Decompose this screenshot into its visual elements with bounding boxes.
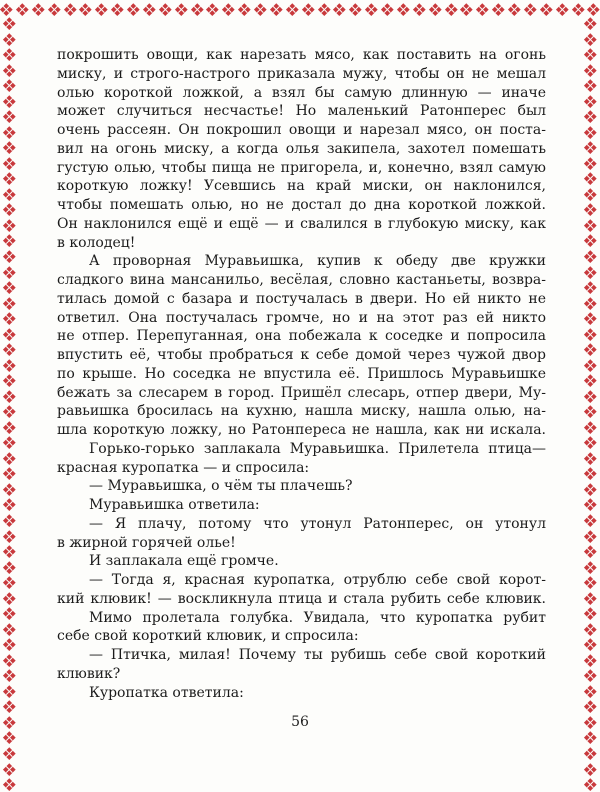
diamond-ornament-icon: [584, 483, 596, 495]
diamond-ornament-icon: [3, 390, 15, 402]
diamond-ornament-icon: [3, 763, 15, 775]
diamond-ornament-icon: [584, 561, 596, 573]
diamond-ornament-icon: [508, 3, 520, 15]
diamond-ornament-icon: [381, 3, 393, 15]
diamond-ornament-icon: [0, 3, 12, 15]
diamond-ornament-icon: [3, 374, 15, 386]
diamond-ornament-icon: [3, 48, 15, 60]
diamond-ornament-icon: [524, 3, 536, 15]
diamond-ornament-icon: [3, 110, 15, 122]
diamond-ornament-icon: [64, 3, 76, 15]
diamond-ornament-icon: [584, 33, 596, 45]
diamond-ornament-icon: [318, 3, 330, 15]
text-line: вил на огонь миску, а когда олья закипела, захотел помешать: [57, 140, 546, 157]
text-line: А проворная Муравьишка, купив к обеду две кружки: [89, 253, 546, 270]
diamond-ornament-icon: [3, 173, 15, 185]
diamond-ornament-icon: [159, 3, 171, 15]
diamond-ornament-icon: [286, 3, 298, 15]
text-line: может случиться несчастье! Но маленький Ратонперес был: [57, 103, 546, 120]
text-line: — Тогда я, красная куропатка, отрублю себе свой корот-: [89, 572, 546, 588]
text-line: — Птичка, милая! Почему ты рубишь себе свой короткий: [89, 647, 546, 663]
diamond-ornament-icon: [584, 110, 596, 122]
diamond-ornament-icon: [584, 64, 596, 76]
diamond-ornament-icon: [584, 421, 596, 433]
text-line: себе свой короткий клювик, и спросила:: [57, 628, 359, 645]
diamond-ornament-icon: [584, 747, 596, 759]
diamond-ornament-icon: [238, 3, 250, 15]
diamond-ornament-icon: [334, 3, 346, 15]
diamond-ornament-icon: [3, 592, 15, 604]
diamond-ornament-icon: [3, 778, 15, 790]
diamond-ornament-icon: [584, 188, 596, 200]
text-line: не отпер. Перепуганная, она побежала к соседке и попросила: [57, 328, 546, 345]
diamond-ornament-icon: [3, 359, 15, 371]
text-line: покрошить овощи, как нарезать мясо, как поставить на огонь: [57, 47, 546, 63]
diamond-ornament-icon: [584, 235, 596, 247]
diamond-ornament-icon: [3, 685, 15, 697]
ornament-border-right: [584, 19, 597, 789]
page-number: 56: [291, 714, 309, 730]
text-line: густую олью, чтобы пища не пригорела, и, конечно, взял самую: [57, 159, 546, 176]
diamond-ornament-icon: [445, 3, 457, 15]
diamond-ornament-icon: [584, 732, 596, 744]
diamond-ornament-icon: [3, 328, 15, 340]
diamond-ornament-icon: [3, 576, 15, 588]
diamond-ornament-icon: [3, 266, 15, 278]
diamond-ornament-icon: [584, 701, 596, 713]
ornament-border-left: [3, 19, 16, 789]
text-line: впустить её, чтобы пробраться к себе домой через чужой двор: [57, 347, 546, 363]
diamond-ornament-icon: [584, 390, 596, 402]
diamond-ornament-icon: [584, 437, 596, 449]
diamond-ornament-icon: [3, 95, 15, 107]
diamond-ornament-icon: [3, 623, 15, 635]
diamond-ornament-icon: [3, 452, 15, 464]
diamond-ornament-icon: [3, 17, 15, 29]
diamond-ornament-icon: [3, 732, 15, 744]
diamond-ornament-icon: [584, 499, 596, 511]
diamond-ornament-icon: [584, 592, 596, 604]
diamond-ornament-icon: [111, 3, 123, 15]
diamond-ornament-icon: [3, 638, 15, 650]
diamond-ornament-icon: [397, 3, 409, 15]
diamond-ornament-icon: [584, 312, 596, 324]
diamond-ornament-icon: [584, 545, 596, 557]
diamond-ornament-icon: [584, 141, 596, 153]
diamond-ornament-icon: [3, 281, 15, 293]
diamond-ornament-icon: [48, 3, 60, 15]
page-text-column: [57, 46, 546, 702]
diamond-ornament-icon: [3, 561, 15, 573]
diamond-ornament-icon: [95, 3, 107, 15]
diamond-ornament-icon: [175, 3, 187, 15]
text-line: в колодец!: [57, 234, 136, 251]
diamond-ornament-icon: [556, 3, 568, 15]
diamond-ornament-icon: [207, 3, 219, 15]
text-line: Горько-горько заплакала Муравьишка. Прилетела птица—: [89, 440, 546, 457]
diamond-ornament-icon: [16, 3, 28, 15]
diamond-ornament-icon: [584, 17, 596, 29]
diamond-ornament-icon: [584, 219, 596, 231]
diamond-ornament-icon: [584, 79, 596, 91]
diamond-ornament-icon: [588, 3, 600, 15]
text-line: кий клювик! — воскликнула птица и стала рубить себе клювик.: [57, 590, 546, 607]
diamond-ornament-icon: [584, 638, 596, 650]
diamond-ornament-icon: [413, 3, 425, 15]
text-line: сладкого вина мансанильо, весёлая, словно кастаньеты, возвра-: [57, 272, 546, 288]
diamond-ornament-icon: [349, 3, 361, 15]
diamond-ornament-icon: [584, 406, 596, 418]
diamond-ornament-icon: [584, 157, 596, 169]
text-line: — Муравьишка, о чём ты плачешь?: [89, 478, 353, 495]
diamond-ornament-icon: [584, 514, 596, 526]
diamond-ornament-icon: [3, 141, 15, 153]
diamond-ornament-icon: [584, 685, 596, 697]
diamond-ornament-icon: [584, 670, 596, 682]
diamond-ornament-icon: [584, 452, 596, 464]
diamond-ornament-icon: [584, 204, 596, 216]
text-line: И заплакала ещё громче.: [89, 553, 279, 570]
diamond-ornament-icon: [32, 3, 44, 15]
diamond-ornament-icon: [3, 204, 15, 216]
diamond-ornament-icon: [584, 343, 596, 355]
ornament-border-top: [2, 3, 598, 16]
diamond-ornament-icon: [3, 188, 15, 200]
diamond-ornament-icon: [3, 483, 15, 495]
diamond-ornament-icon: [584, 623, 596, 635]
diamond-ornament-icon: [584, 48, 596, 60]
diamond-ornament-icon: [3, 219, 15, 231]
diamond-ornament-icon: [461, 3, 473, 15]
diamond-ornament-icon: [254, 3, 266, 15]
text-line: в жирной горячей олье!: [57, 534, 236, 551]
diamond-ornament-icon: [584, 297, 596, 309]
diamond-ornament-icon: [127, 3, 139, 15]
diamond-ornament-icon: [584, 763, 596, 775]
diamond-ornament-icon: [584, 654, 596, 666]
text-line: ответил. Она постучалась громче, но и на этот раз ей никто: [57, 309, 546, 326]
diamond-ornament-icon: [3, 64, 15, 76]
diamond-ornament-icon: [584, 359, 596, 371]
diamond-ornament-icon: [584, 530, 596, 542]
diamond-ornament-icon: [540, 3, 552, 15]
text-line: клювик?: [57, 665, 121, 682]
diamond-ornament-icon: [3, 250, 15, 262]
diamond-ornament-icon: [270, 3, 282, 15]
diamond-ornament-icon: [3, 297, 15, 309]
diamond-ornament-icon: [584, 778, 596, 790]
diamond-ornament-icon: [3, 157, 15, 169]
diamond-ornament-icon: [584, 281, 596, 293]
diamond-ornament-icon: [143, 3, 155, 15]
diamond-ornament-icon: [3, 421, 15, 433]
text-line: олью короткой ложкой, а взял бы самую длинную — иначе: [57, 84, 546, 101]
text-line: бежать за слесарем в город. Пришёл слесарь, отпер двери, Му-: [57, 384, 546, 401]
diamond-ornament-icon: [3, 343, 15, 355]
diamond-ornament-icon: [584, 328, 596, 340]
diamond-ornament-icon: [584, 576, 596, 588]
text-line: шла короткую ложку, но Ратонпереса не нашла, как ни искала.: [57, 422, 546, 438]
diamond-ornament-icon: [429, 3, 441, 15]
diamond-ornament-icon: [3, 670, 15, 682]
text-line: тилась домой с базара и постучалась в двери. Но ей никто не: [57, 290, 546, 307]
diamond-ornament-icon: [3, 312, 15, 324]
diamond-ornament-icon: [80, 3, 92, 15]
diamond-ornament-icon: [3, 437, 15, 449]
diamond-ornament-icon: [3, 235, 15, 247]
diamond-ornament-icon: [3, 499, 15, 511]
diamond-ornament-icon: [3, 33, 15, 45]
diamond-ornament-icon: [584, 126, 596, 138]
diamond-ornament-icon: [191, 3, 203, 15]
diamond-ornament-icon: [302, 3, 314, 15]
diamond-ornament-icon: [584, 95, 596, 107]
text-line: Куропатка ответила:: [89, 684, 244, 701]
diamond-ornament-icon: [584, 468, 596, 480]
text-line: — Я плачу, потому что утонул Ратонперес, он утонул: [89, 515, 546, 532]
diamond-ornament-icon: [3, 607, 15, 619]
diamond-ornament-icon: [3, 747, 15, 759]
diamond-ornament-icon: [222, 3, 234, 15]
diamond-ornament-icon: [584, 266, 596, 278]
diamond-ornament-icon: [572, 3, 584, 15]
diamond-ornament-icon: [584, 607, 596, 619]
diamond-ornament-icon: [3, 530, 15, 542]
diamond-ornament-icon: [3, 468, 15, 480]
diamond-ornament-icon: [3, 514, 15, 526]
text-line: Он наклонился ещё и ещё — и свалился в глубокую миску, как: [57, 215, 546, 232]
diamond-ornament-icon: [3, 701, 15, 713]
text-line: короткую ложку! Усевшись на край миски, он наклонился,: [57, 178, 546, 195]
text-line: миску, и строго-настрого приказала мужу, чтобы он не мешал: [57, 65, 546, 82]
diamond-ornament-icon: [3, 79, 15, 91]
diamond-ornament-icon: [3, 406, 15, 418]
text-line: равьишка бросилась на кухню, нашла миску, нашла олью, на-: [57, 403, 546, 420]
text-line: красная куропатка — и спросила:: [57, 459, 310, 476]
text-line: Муравьишка ответила:: [89, 497, 260, 513]
diamond-ornament-icon: [3, 126, 15, 138]
diamond-ornament-icon: [584, 250, 596, 262]
diamond-ornament-icon: [3, 545, 15, 557]
diamond-ornament-icon: [584, 374, 596, 386]
text-line: очень рассеян. Он покрошил овощи и нарезал мясо, он поста-: [57, 122, 546, 138]
diamond-ornament-icon: [584, 173, 596, 185]
diamond-ornament-icon: [365, 3, 377, 15]
diamond-ornament-icon: [3, 654, 15, 666]
text-line: Мимо пролетала голубка. Увидала, что куропатка рубит: [89, 609, 546, 626]
diamond-ornament-icon: [492, 3, 504, 15]
text-line: по крыше. Но соседка не впустила её. Пришлось Муравьишке: [57, 365, 546, 382]
text-line: чтобы помешать олью, но не достал до дна короткой ложкой.: [57, 197, 546, 213]
diamond-ornament-icon: [476, 3, 488, 15]
